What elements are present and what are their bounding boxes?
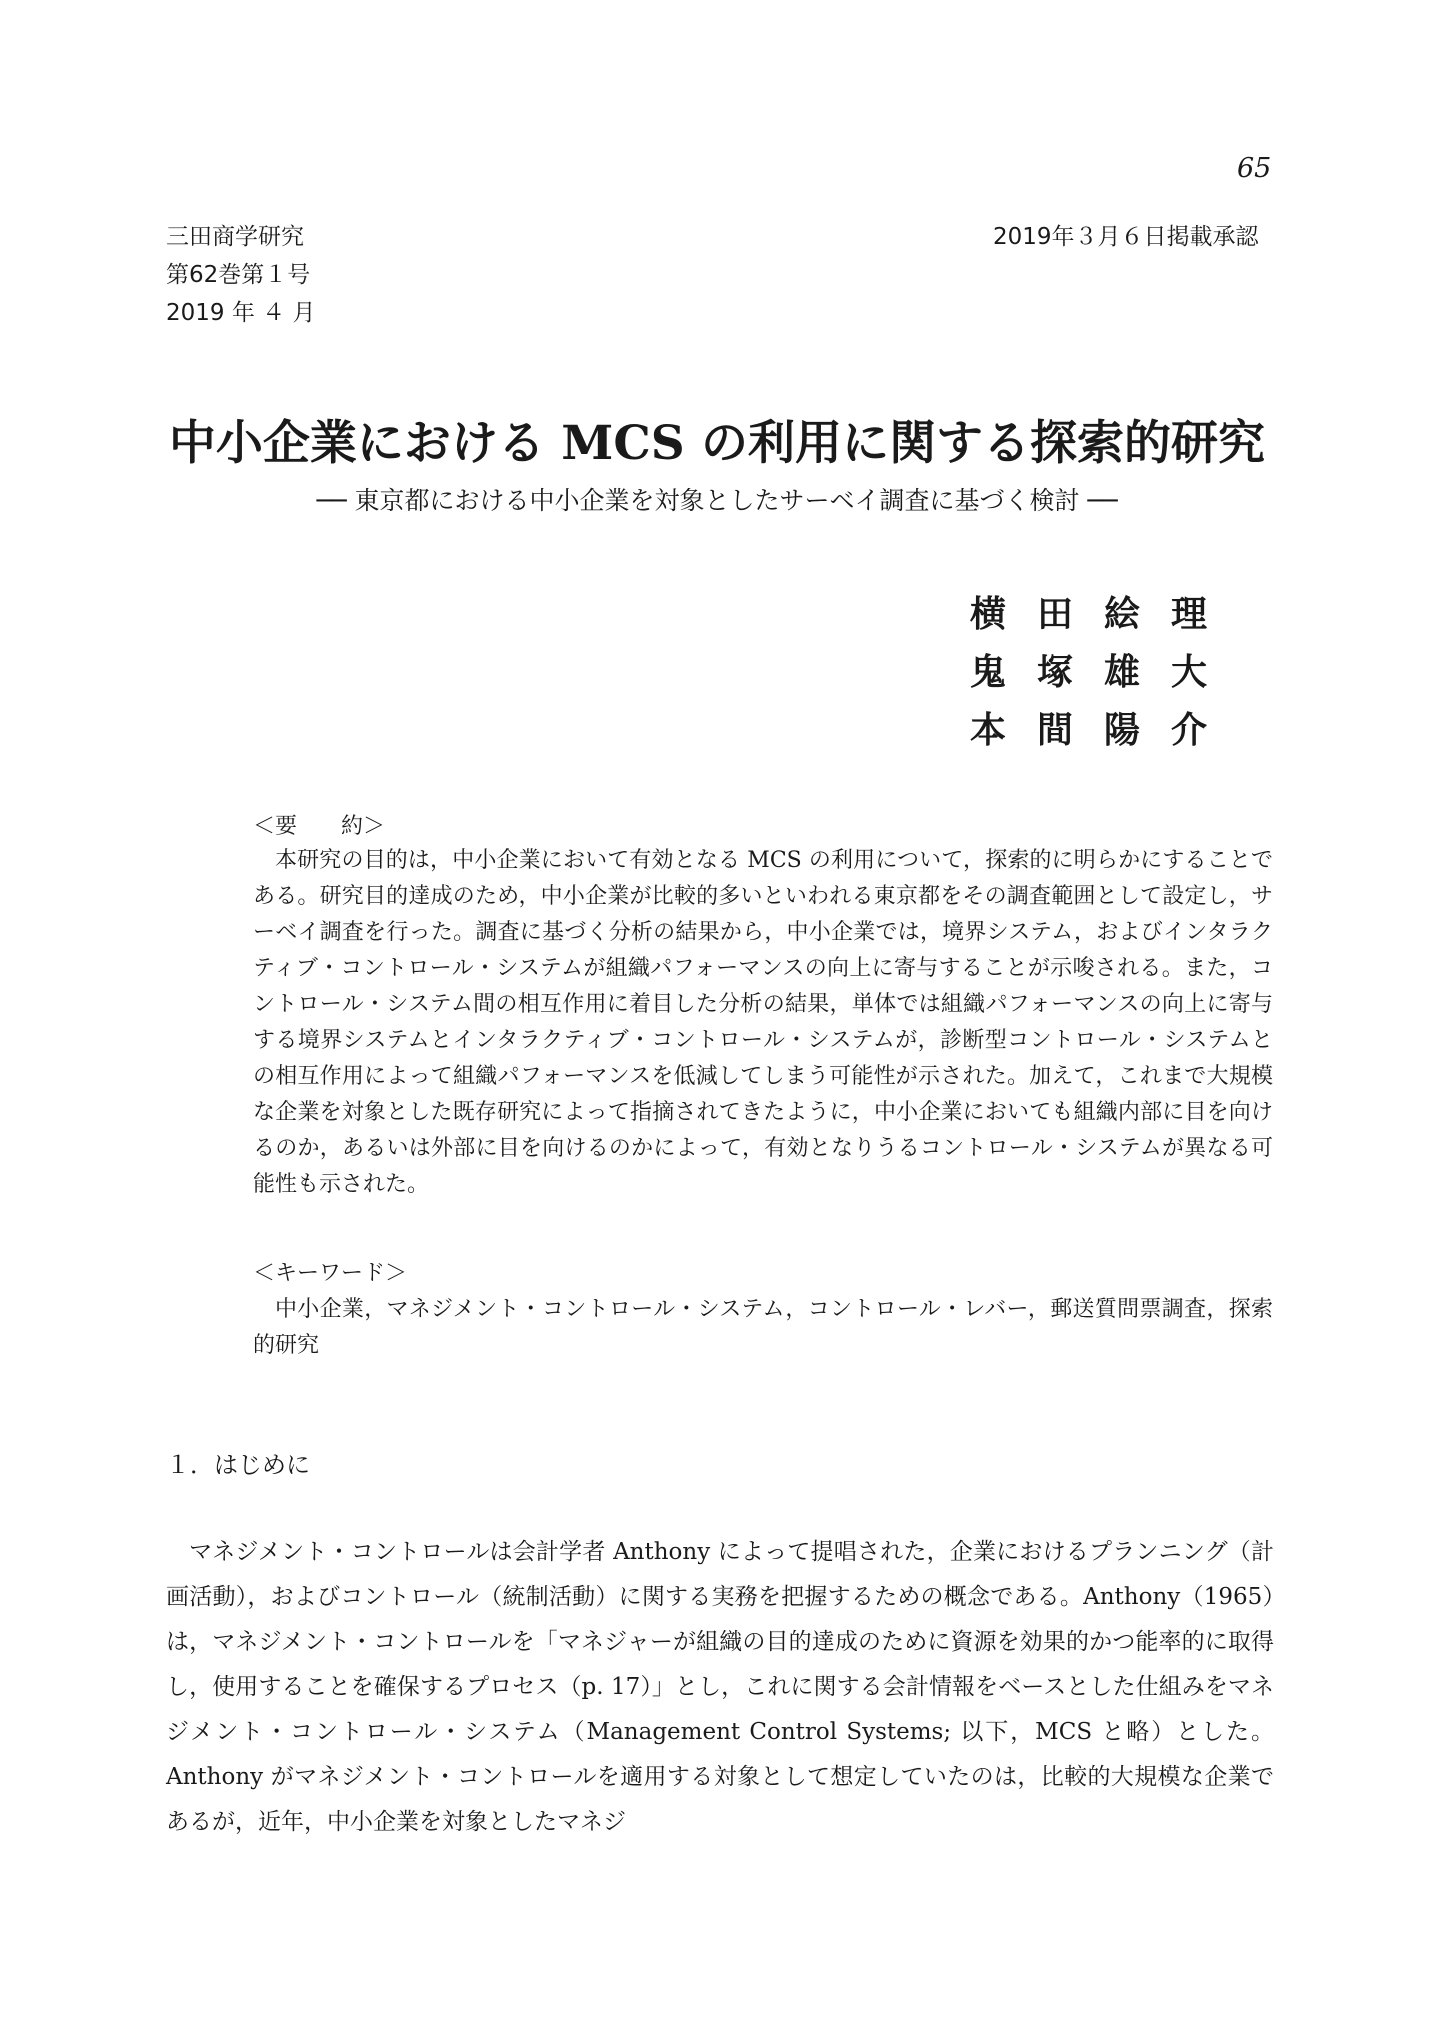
volume-issue: 第62巻第１号 — [166, 262, 311, 288]
author-name: 横田絵理 — [970, 593, 1239, 635]
section-heading: １．はじめに — [166, 1451, 310, 1479]
section-body: マネジメント・コントロールは会計学者 Anthony によって提唱された，企業におけるプランニング（計画活動），およびコントロール（統制活動）に関する実務を把握するための概念である。Anthony（1965）は，マネジメント・コントロールを「マネジャーが組織の目的達成のために資源を効果的かつ能率的に取得し，使用することを確保するプロセス（p. 17）」とし，これに関する会計情報をベースとした仕組みをマネジメント・コントロール・システム（Management Control Systems; 以下，MCS と略）とした。Anthony がマネジメント・コントロールを適用する対象として想定していたのは，比較的大規模な企業であるが，近年，中小企業を対象としたマネジ — [166, 1539, 1274, 1835]
keywords-heading: ＜キーワード＞ — [253, 1261, 408, 1286]
author-name: 本間陽介 — [970, 709, 1239, 751]
author-name: 鬼塚雄大 — [970, 651, 1239, 693]
keywords-body: 中小企業，マネジメント・コントロール・システム，コントロール・レバー，郵送質問票調査，探索的研究 — [253, 1297, 1273, 1358]
author-list — [970, 585, 1238, 759]
journal-name: 三田商学研究 — [166, 224, 304, 250]
article-subtitle: ── 東京都における中小企業を対象としたサーベイ調査に基づく検討 ── — [316, 486, 1118, 515]
abstract-heading: ＜要 約＞ — [253, 814, 386, 839]
issue-date: 2019 年 ４ 月 — [166, 300, 316, 326]
page-number: 65 — [1237, 153, 1272, 184]
abstract-body: 本研究の目的は，中小企業において有効となる MCS の利用について，探索的に明らかにすることである。研究目的達成のため，中小企業が比較的多いといわれる東京都をその調査範囲として設定し，サーベイ調査を行った。調査に基づく分析の結果から，中小企業では，境界システム，およびインタラクティブ・コントロール・システムが組織パフォーマンスの向上に寄与することが示唆される。また，コントロール・システム間の相互作用に着目した分析の結果，単体では組織パフォーマンスの向上に寄与する境界システムとインタラクティブ・コントロール・システムが，診断型コントロール・システムとの相互作用によって組織パフォーマンスを低減してしまう可能性が示された。加えて，これまで大規模な企業を対象とした既存研究によって指摘されてきたように，中小企業においても組織内部に目を向けるのか，あるいは外部に目を向けるのかによって，有効となりうるコントロール・システムが異なる可能性も示された。 — [253, 848, 1273, 1197]
acceptance-date: 2019年３月６日掲載承認 — [993, 224, 1259, 250]
journal-info — [166, 218, 315, 332]
article-title: 中小企業における MCS の利用に関する探索的研究 — [168, 416, 1266, 471]
